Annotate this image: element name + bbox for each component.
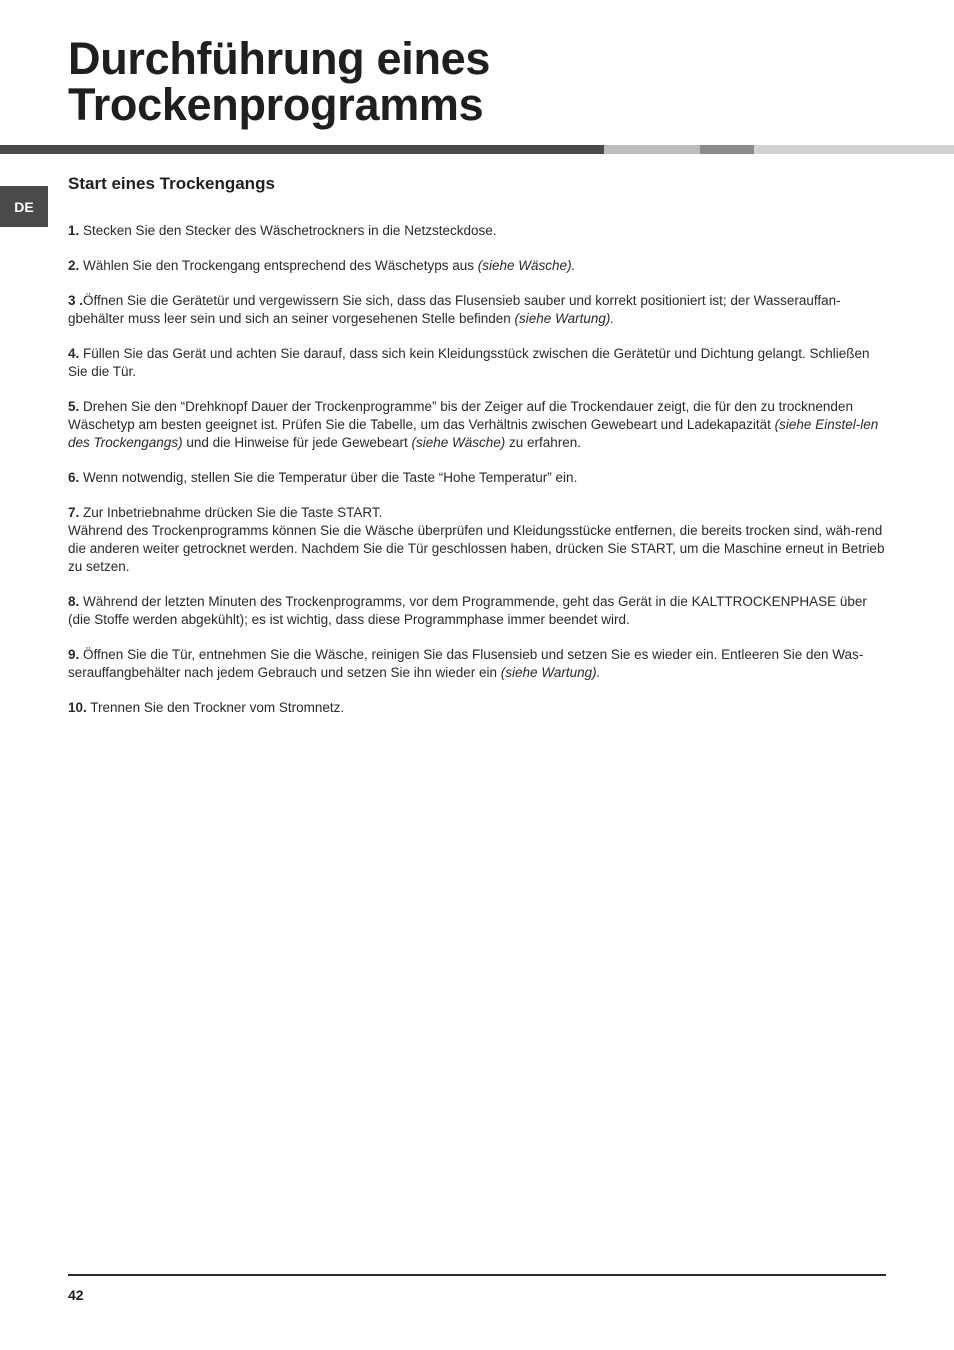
header-bar-light-2	[754, 145, 954, 154]
section-heading: Start eines Trockengangs	[68, 174, 275, 193]
step-text: Wenn notwendig, stellen Sie die Temperatur über die Taste “Hohe Temperatur” ein.	[83, 470, 578, 486]
step-text-continued: Während des Trockenprogramms können Sie die Wäsche überprüfen und Kleidungsstücke entfernen, die bereits trocken sind, wäh-rend die anderen weiter getrocknet werden. Nachdem Sie die Tür geschlossen haben, drücken Sie START, um die Maschine erneut in Betrieb zu setzen.	[68, 523, 885, 574]
step-10	[68, 699, 886, 717]
step-number: 8.	[68, 593, 80, 609]
step-2	[68, 257, 886, 275]
language-tab: DE	[0, 186, 48, 227]
page-title-line-1: Durchführung eines	[68, 33, 491, 84]
footer-rule	[68, 1274, 886, 1276]
step-number: 10.	[68, 699, 87, 715]
page-title	[68, 33, 888, 130]
header-bar-light-1	[604, 145, 700, 154]
step-reference: (siehe Wartung).	[500, 664, 601, 680]
step-text: Zur Inbetriebnahme drücken Sie die Taste START.	[83, 505, 383, 521]
steps-list	[68, 222, 886, 734]
step-text: Während der letzten Minuten des Trockenprogramms, vor dem Programmende, geht das Gerät in die KALTTROCKENPHASE über (die Stoffe werden abgekühlt); es ist wichtig, dass diese Programmphase immer beendet wird.	[68, 593, 867, 627]
step-text: Wählen Sie den Trockengang entsprechend des Wäschetyps aus	[83, 258, 478, 274]
step-number: 5.	[68, 399, 80, 415]
step-8	[68, 593, 886, 629]
step-reference: (siehe Einstel-len des Trockengangs)	[68, 417, 879, 450]
step-number: 1.	[68, 223, 80, 238]
step-text-continued: und die Hinweise für jede Gewebeart	[182, 434, 412, 450]
step-text-end: zu erfahren.	[505, 434, 582, 450]
step-number: 6.	[68, 470, 80, 486]
step-7	[68, 504, 886, 575]
step-text: Öffnen Sie die Tür, entnehmen Sie die Wäsche, reinigen Sie das Flusensieb und setzen Sie es wieder ein. Entleeren Sie den Was-serauffangbehälter nach jedem Gebrauch und setzen Sie ihn wieder ein	[68, 646, 864, 680]
step-number: 7.	[68, 505, 80, 521]
step-text: Füllen Sie das Gerät und achten Sie darauf, dass sich kein Kleidungsstück zwischen die Gerätetür und Dichtung gelangt. Schließen Sie die Tür.	[68, 346, 870, 380]
step-1	[68, 222, 886, 240]
step-5	[68, 398, 886, 451]
step-reference-2: (siehe Wäsche)	[411, 434, 506, 450]
step-text: Stecken Sie den Stecker des Wäschetrockners in die Netzsteckdose.	[83, 223, 497, 238]
step-9	[68, 646, 886, 682]
step-number: 3 .	[68, 293, 84, 309]
step-number: 9.	[68, 646, 80, 662]
page-title-line-2: Trockenprogramms	[68, 79, 484, 130]
page-number: 42	[68, 1287, 84, 1303]
step-6	[68, 469, 886, 487]
step-number: 4.	[68, 346, 80, 362]
step-text: Trennen Sie den Trockner vom Stromnetz.	[90, 699, 345, 715]
step-4	[68, 345, 886, 381]
step-3	[68, 292, 886, 328]
step-reference: (siehe Wartung).	[514, 311, 615, 327]
step-reference: (siehe Wäsche).	[477, 258, 576, 274]
header-bar-dark	[0, 145, 604, 154]
step-text: Öffnen Sie die Gerätetür und vergewissern Sie sich, dass das Flusensieb sauber und korrekt positioniert ist; der Wasserauffan-gbehälter muss leer sein und sich an seiner vorgesehenen Stelle befinden	[68, 293, 841, 327]
header-bar-mid	[700, 145, 754, 154]
step-text: Drehen Sie den “Drehknopf Dauer der Trockenprogramme” bis der Zeiger auf die Trockendauer zeigt, die für den zu trocknenden Wäschetyp am besten geeignet ist. Prüfen Sie die Tabelle, um das Verhältnis zwischen Gewebeart und Ladekapazität	[68, 399, 853, 433]
step-number: 2.	[68, 258, 80, 274]
